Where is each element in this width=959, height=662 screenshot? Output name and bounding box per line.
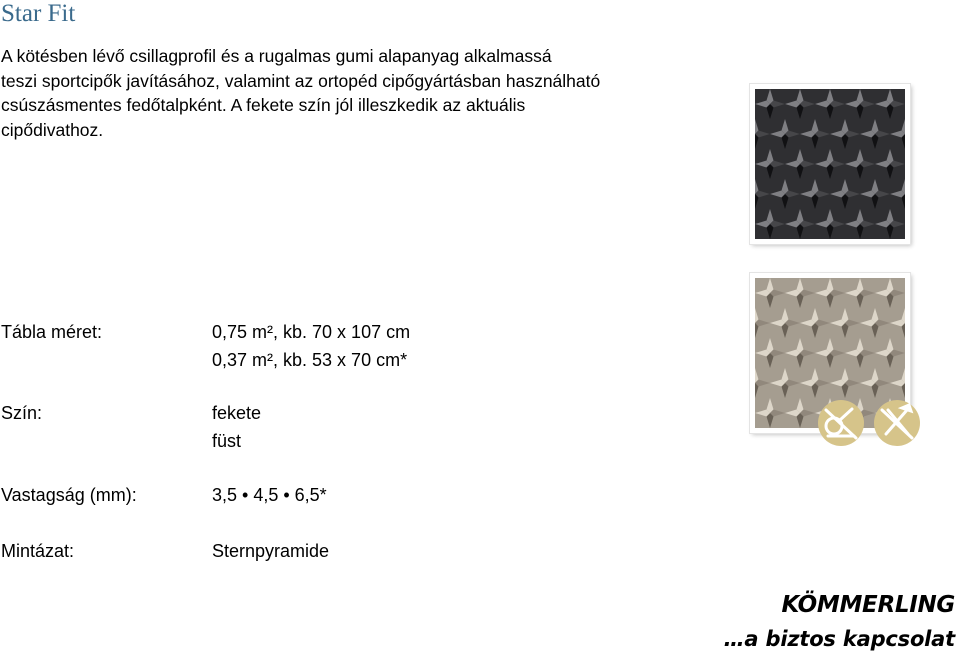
description-line: cipődivathoz.: [1, 119, 104, 140]
pattern-value: Sternpyramide: [212, 541, 330, 561]
product-description: [1, 44, 701, 142]
size-label: Tábla méret:: [1, 322, 103, 342]
cutting-tools-icon: [874, 400, 920, 446]
processing-symbols: [814, 398, 924, 448]
color-value-2: füst: [212, 431, 242, 451]
description-line: A kötésben lévő csillagprofil és a rugalmas gumi alapanyag alkalmassá: [1, 46, 552, 66]
thickness-label: Vastagság (mm):: [1, 485, 137, 505]
pattern-label: Mintázat:: [1, 541, 75, 561]
color-label: Szín:: [1, 403, 43, 423]
page-title: Star Fit: [1, 0, 76, 27]
grinding-tool-icon: [818, 400, 864, 446]
description-line: csúszásmentes fedőtalpként. A fekete szín jól illeszkedik az aktuális: [1, 95, 526, 115]
size-value-2: 0,37 m², kb. 53 x 70 cm*: [212, 350, 408, 370]
brand-tagline: …a biztos kapcsolat: [723, 627, 955, 651]
black-sample-image: [750, 84, 910, 244]
size-value-1: 0,75 m², kb. 70 x 107 cm: [212, 322, 411, 342]
description-line: teszi sportcipők javításához, valamint az ortopéd cipőgyártásban használható: [1, 70, 601, 91]
star-pattern-texture: [755, 89, 905, 239]
color-value-1: fekete: [212, 403, 262, 423]
brand-name: KÖMMERLING: [781, 592, 955, 618]
thickness-value: 3,5 • 4,5 • 6,5*: [212, 485, 327, 505]
